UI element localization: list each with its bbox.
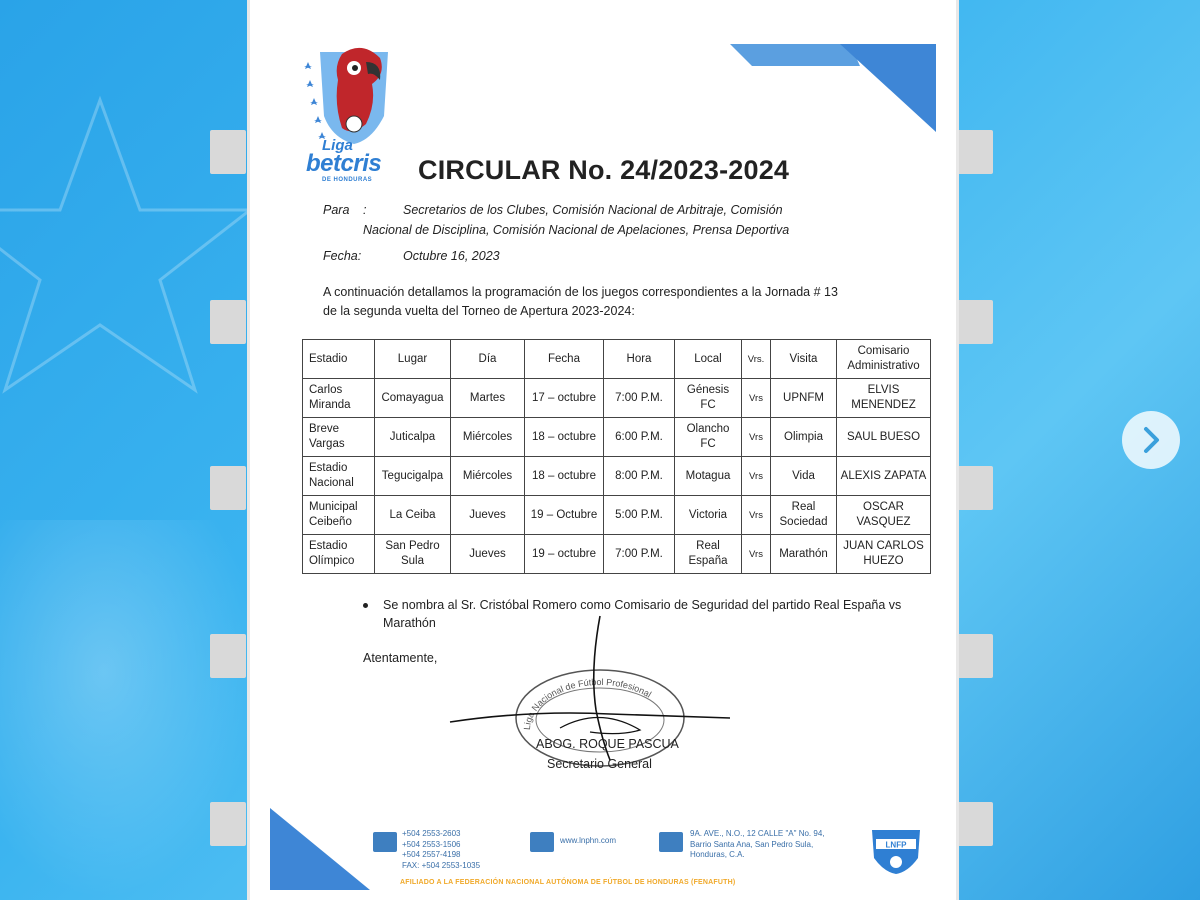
cell-comisario: ELVIS MENENDEZ	[837, 379, 931, 418]
cell-fecha: 19 – Octubre	[525, 496, 604, 535]
cell-dia: Miércoles	[451, 418, 525, 457]
schedule-table	[302, 339, 931, 574]
cell-vrs: Vrs	[742, 379, 771, 418]
next-slide-button[interactable]	[1122, 411, 1180, 469]
table-row	[303, 379, 931, 418]
header-visita: Visita	[771, 340, 837, 379]
footer-website: www.lnphn.com	[560, 836, 617, 845]
cell-vrs: Vrs	[742, 457, 771, 496]
cell-fecha: 17 – octubre	[525, 379, 604, 418]
cell-comisario: SAUL BUESO	[837, 418, 931, 457]
cell-local: Victoria	[675, 496, 742, 535]
cell-visita: Vida	[771, 457, 837, 496]
fecha-label: Fecha:	[323, 249, 362, 263]
footer-address-line: Honduras, C.A.	[690, 850, 745, 859]
cell-hora: 6:00 P.M.	[604, 418, 675, 457]
recipients-line-1: Secretarios de los Clubes, Comisión Nacional de Arbitraje, Comisión	[403, 203, 783, 217]
cell-vrs: Vrs	[742, 418, 771, 457]
recipients-line-2: Nacional de Disciplina, Comisión Nacional de Apelaciones, Prensa Deportiva	[363, 223, 790, 237]
footer-phone: +504 2557-4198	[402, 850, 461, 859]
cell-comisario: OSCAR VASQUEZ	[837, 496, 931, 535]
cell-dia: Miércoles	[451, 457, 525, 496]
table-header-row	[303, 340, 931, 379]
header-vrs: Vrs.	[742, 340, 771, 379]
intro-text: de la segunda vuelta del	[323, 304, 462, 318]
lnfp-badge-text: LNFP	[885, 840, 907, 850]
seal-text: Liga Nacional de Fútbol Profesional	[521, 676, 654, 731]
footer-fax: FAX: +504 2553-1035	[402, 860, 481, 870]
footer-phones	[402, 829, 480, 871]
film-tab	[957, 466, 993, 510]
cell-local: Motagua	[675, 457, 742, 496]
footer-address-line: 9A. AVE., N.O., 12 CALLE "A" No. 94,	[690, 829, 825, 838]
corner-decoration-bottom-left	[270, 808, 370, 890]
cell-visita: Olimpia	[771, 418, 837, 457]
cell-lugar: La Ceiba	[375, 496, 451, 535]
cell-vrs: Vrs	[742, 496, 771, 535]
footer-address-line: Barrio Santa Ana, San Pedro Sula,	[690, 839, 814, 849]
circular-title: CIRCULAR No. 24/2023-2024	[418, 155, 790, 185]
intro-torneo: Torneo de Apertura 2023-2024	[461, 304, 632, 318]
logo-text-honduras: DE HONDURAS	[322, 177, 373, 183]
cell-estadio: Estadio Olímpico	[303, 535, 375, 574]
phone-icon	[373, 832, 397, 852]
film-tab	[957, 300, 993, 344]
intro-jornada: Jornada # 13	[764, 285, 838, 299]
film-tab	[957, 634, 993, 678]
cell-fecha: 18 – octubre	[525, 457, 604, 496]
cell-local: Real España	[675, 535, 742, 574]
intro-text: :	[631, 304, 635, 318]
cell-dia: Jueves	[451, 496, 525, 535]
header-comisario: Comisario Administrativo	[837, 340, 931, 379]
para-label: Para	[323, 203, 350, 217]
location-pin-icon	[659, 832, 683, 852]
film-tab	[957, 802, 993, 846]
cell-local: Génesis FC	[675, 379, 742, 418]
footer-phone: +504 2553-2603	[402, 829, 461, 838]
corner-decoration-top-right	[730, 44, 936, 132]
footer-address	[690, 829, 824, 861]
cell-vrs: Vrs	[742, 535, 771, 574]
cell-estadio: Estadio Nacional	[303, 457, 375, 496]
cell-comisario: JUAN CARLOS HUEZO	[837, 535, 931, 574]
header-lugar: Lugar	[375, 340, 451, 379]
lnfp-badge-icon	[868, 826, 924, 876]
document-page	[247, 0, 959, 900]
cell-estadio: Municipal Ceibeño	[303, 496, 375, 535]
table-row	[303, 496, 931, 535]
header-dia: Día	[451, 340, 525, 379]
table-row	[303, 535, 931, 574]
security-commissioner-note: Se nombra al Sr. Cristóbal Romero como Comisario de Seguridad del partido Real España vs Marathón	[383, 598, 902, 630]
cell-visita: Real Sociedad	[771, 496, 837, 535]
cell-hora: 7:00 P.M.	[604, 379, 675, 418]
cell-hora: 8:00 P.M.	[604, 457, 675, 496]
film-tab	[210, 802, 246, 846]
header-hora: Hora	[604, 340, 675, 379]
chevron-right-icon	[1122, 411, 1180, 469]
intro-text: A continuación detallamos la programación de los juegos correspondientes a la	[323, 285, 765, 299]
cell-dia: Jueves	[451, 535, 525, 574]
film-tab	[957, 130, 993, 174]
cell-estadio: Carlos Miranda	[303, 379, 375, 418]
intro-paragraph	[323, 283, 923, 321]
cell-estadio: Breve Vargas	[303, 418, 375, 457]
film-tab	[210, 634, 246, 678]
table-row	[303, 457, 931, 496]
cell-local: Olancho FC	[675, 418, 742, 457]
signer-name: ABOG. ROQUE PASCUA	[536, 737, 679, 751]
cell-fecha: 19 – octubre	[525, 535, 604, 574]
cell-lugar: Juticalpa	[375, 418, 451, 457]
logo-text-betcris: betcris	[306, 150, 382, 177]
cell-lugar: Tegucigalpa	[375, 457, 451, 496]
closing-text: Atentamente,	[363, 651, 438, 665]
para-colon: :	[363, 203, 367, 217]
cell-comisario: ALEXIS ZAPATA	[837, 457, 931, 496]
footer-affiliation: AFILIADO A LA FEDERACIÓN NACIONAL AUTÓNOMA DE FÚTBOL DE HONDURAS (FENAFUTH)	[400, 879, 736, 886]
globe-icon	[530, 832, 554, 852]
signer-role: Secretario General	[547, 757, 652, 771]
film-tab	[210, 130, 246, 174]
cell-lugar: San Pedro Sula	[375, 535, 451, 574]
bullet-icon	[363, 603, 368, 608]
cell-fecha: 18 – octubre	[525, 418, 604, 457]
film-tab	[210, 300, 246, 344]
cell-visita: Marathón	[771, 535, 837, 574]
cell-lugar: Comayagua	[375, 379, 451, 418]
cell-hora: 7:00 P.M.	[604, 535, 675, 574]
fecha-value: Octubre 16, 2023	[403, 249, 500, 263]
table-row	[303, 418, 931, 457]
cell-dia: Martes	[451, 379, 525, 418]
cell-visita: UPNFM	[771, 379, 837, 418]
header-fecha: Fecha	[525, 340, 604, 379]
header-local: Local	[675, 340, 742, 379]
film-tab	[210, 466, 246, 510]
header-estadio: Estadio	[303, 340, 375, 379]
logo-text-liga: Liga	[322, 137, 353, 154]
cell-hora: 5:00 P.M.	[604, 496, 675, 535]
footer-phone: +504 2553-1506	[402, 839, 461, 849]
